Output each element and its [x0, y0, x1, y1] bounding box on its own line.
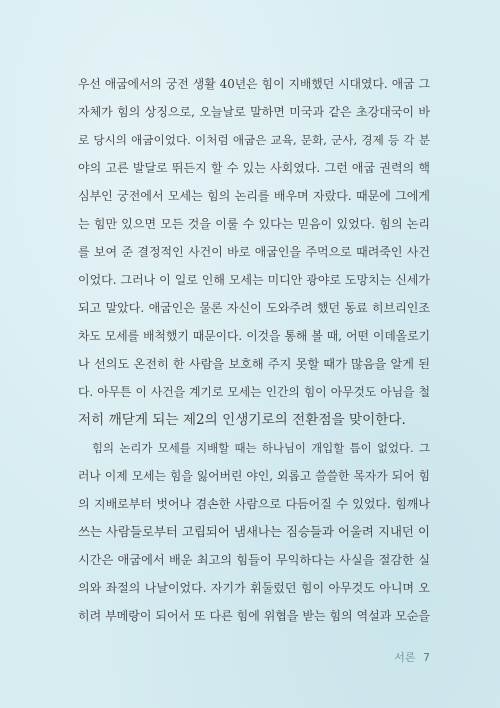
text-line: 의 지배로부터 벗어나 겸손한 사람으로 다듬어질 수 있었다. 힘깨나: [78, 497, 430, 511]
text-line: 이었다. 그러나 이 일로 인해 모세는 미디안 광야로 도망치는 신세가: [78, 273, 430, 287]
text-line: 되고 말았다. 애굽인은 물론 자신이 도와주려 했던 동료 히브리인조: [78, 301, 430, 315]
text-line: 히려 부메랑이 되어서 또 다른 힘에 위협을 받는 힘의 역설과 모순을: [78, 609, 430, 623]
text-line: 야의 고른 발달로 뛰든지 할 수 있는 사회였다. 그런 애굽 권력의 핵: [78, 161, 430, 175]
text-line: 시간은 애굽에서 배운 최고의 힘들이 무익하다는 사실을 절감한 실: [78, 553, 430, 567]
page-number: 7: [423, 651, 430, 664]
text-line: 자체가 힘의 상징으로, 오늘날로 말하면 미국과 같은 초강대국이 바: [78, 105, 430, 119]
paragraph-1: [78, 70, 430, 434]
text-line: 나 선의도 온전히 한 사람을 보호해 주지 못할 때가 많음을 알게 된: [78, 357, 430, 371]
text-line: 는 힘만 있으면 모든 것을 이룰 수 있다는 믿음이 있었다. 힘의 논리: [78, 217, 430, 231]
page-footer: [394, 649, 430, 665]
text-line: 다. 아무튼 이 사건을 계기로 모세는 인간의 힘이 아무것도 아님을 철: [78, 385, 430, 399]
body-text: [78, 70, 430, 630]
text-line: 차도 모세를 배척했기 때문이다. 이것을 통해 볼 때, 어떤 이데올로기: [78, 329, 430, 343]
text-line: 를 보여 준 결정적인 사건이 바로 애굽인을 주먹으로 때려죽인 사건: [78, 245, 430, 259]
section-label: 서론: [394, 651, 416, 664]
text-line: 힘의 논리가 모세를 지배할 때는 하나님이 개입할 틈이 없었다. 그: [92, 441, 430, 455]
text-line: 의와 좌절의 나날이었다. 자기가 휘둘렀던 힘이 아무것도 아니며 오: [78, 581, 430, 595]
text-line: 로 당시의 애굽이었다. 이처럼 애굽은 교육, 문화, 군사, 경제 등 각 분: [78, 133, 430, 147]
paragraph-2: [78, 434, 430, 630]
text-line: 러나 이제 모세는 힘을 잃어버린 야인, 외롭고 쓸쓸한 목자가 되어 힘: [78, 469, 430, 483]
text-line: 심부인 궁전에서 모세는 힘의 논리를 배우며 자랐다. 때문에 그에게: [78, 189, 430, 203]
text-line: 우선 애굽에서의 궁전 생활 40년은 힘이 지배했던 시대였다. 애굽 그: [78, 77, 430, 91]
text-line: 쓰는 사람들로부터 고립되어 냄새나는 짐승들과 어울려 지내던 이: [78, 524, 430, 539]
text-line: 저히 깨닫게 되는 제2의 인생기로의 전환점을 맞이한다.: [78, 412, 406, 428]
